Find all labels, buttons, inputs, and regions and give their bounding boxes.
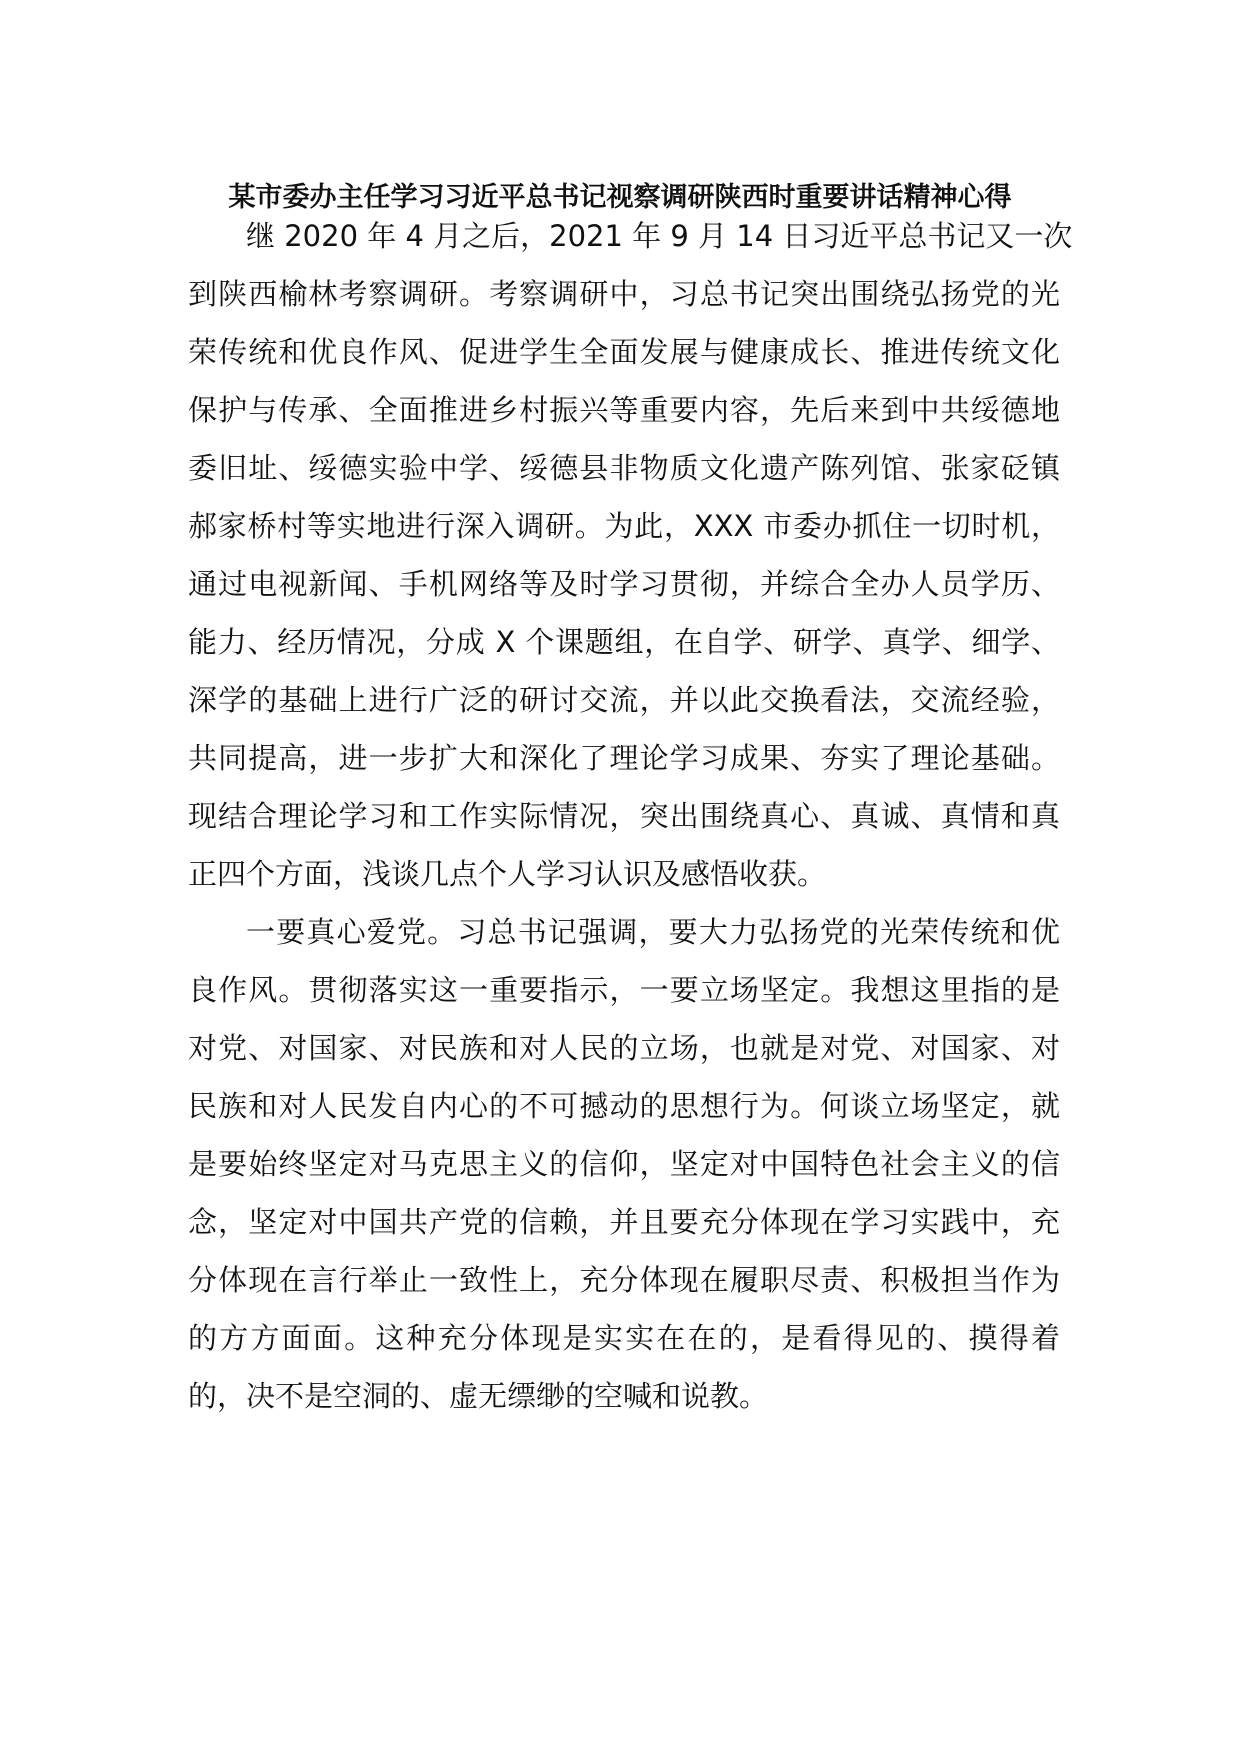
paragraph-line: 分体现在言行举止一致性上，充分体现在履职尽责、积极担当作为 — [188, 1263, 1060, 1297]
paragraph-line: 委旧址、绥德实验中学、绥德县非物质文化遗产陈列馆、张家砭镇 — [188, 451, 1060, 485]
paragraph-line: 通过电视新闻、手机网络等及时学习贯彻，并综合全办人员学历、 — [188, 567, 1060, 601]
paragraph-line: 是要始终坚定对马克思主义的信仰，坚定对中国特色社会主义的信 — [188, 1147, 1060, 1181]
paragraph-line: 深学的基础上进行广泛的研讨交流，并以此交换看法，交流经验， — [188, 683, 1060, 717]
paragraph-line: 到陕西榆林考察调研。考察调研中，习总书记突出围绕弘扬党的光 — [188, 277, 1060, 311]
paragraph-line: 念，坚定对中国共产党的信赖，并且要充分体现在学习实践中，充 — [188, 1205, 1060, 1239]
paragraph-line: 对党、对国家、对民族和对人民的立场，也就是对党、对国家、对 — [188, 1031, 1060, 1065]
paragraph-line: 民族和对人民发自内心的不可撼动的思想行为。何谈立场坚定，就 — [188, 1089, 1060, 1123]
paragraph-line: 能力、经历情况，分成 X 个课题组，在自学、研学、真学、细学、 — [188, 625, 1060, 659]
paragraph-line: 继 2020 年 4 月之后，2021 年 9 月 14 日习近平总书记又一次 — [246, 219, 1073, 253]
paragraph-line: 共同提高，进一步扩大和深化了理论学习成果、夯实了理论基础。 — [188, 741, 1060, 775]
paragraph-line: 郝家桥村等实地进行深入调研。为此，XXX 市委办抓住一切时机， — [188, 509, 1060, 543]
paragraph-line: 保护与传承、全面推进乡村振兴等重要内容，先后来到中共绥德地 — [188, 393, 1060, 427]
paragraph-line: 良作风。贯彻落实这一重要指示，一要立场坚定。我想这里指的是 — [188, 973, 1060, 1007]
paragraph-line: 荣传统和优良作风、促进学生全面发展与健康成长、推进传统文化 — [188, 335, 1060, 369]
paragraph-line: 现结合理论学习和工作实际情况，突出围绕真心、真诚、真情和真 — [188, 799, 1060, 833]
paragraph-line: 一要真心爱党。习总书记强调，要大力弘扬党的光荣传统和优 — [246, 915, 1060, 949]
document-title: 某市委办主任学习习近平总书记视察调研陕西时重要讲话精神心得 — [228, 182, 1012, 213]
paragraph-line: 的，决不是空洞的、虚无缥缈的空喊和说教。 — [188, 1379, 769, 1413]
paragraph-line: 的方方面面。这种充分体现是实实在在的，是看得见的、摸得着 — [188, 1321, 1060, 1355]
paragraph-line: 正四个方面，浅谈几点个人学习认识及感悟收获。 — [188, 857, 827, 891]
